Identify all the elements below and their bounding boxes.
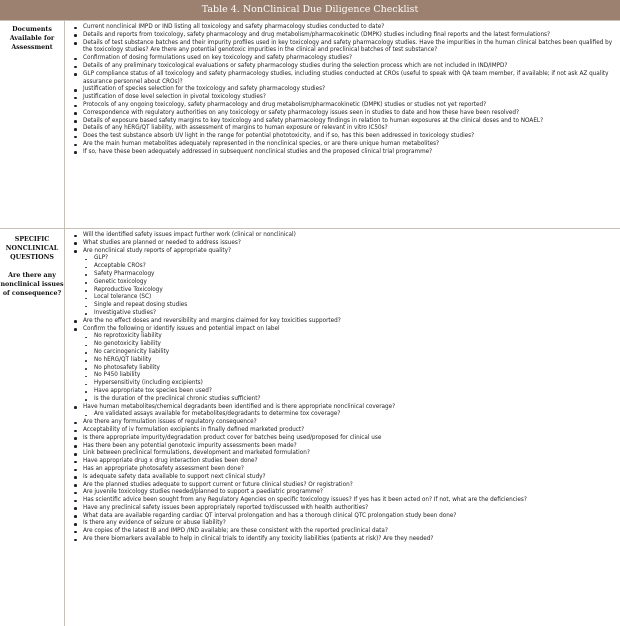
section-label-line: nonclinical issues — [0, 281, 64, 288]
documents-checklist — [70, 24, 615, 157]
checklist-item: Confirmation of dosing formulations used on key toxicology and safety pharmacology studies? — [70, 55, 615, 63]
checklist-item: What studies are planned or needed to address issues? — [70, 240, 615, 248]
checklist-item: Does the test substance absorb UV light in the range for potential phototoxicity, and if so, has this been addressed in toxicology studies? — [70, 133, 615, 141]
checklist-item: Details of test substance batches and their impurity profiles used in key toxicology and safety pharmacology studies. Have the impurities in the human clinical batches been qualified by the toxicology studies? Are there any potential genotoxic impurities in the clinical and preclinical batches of test substance? — [70, 40, 615, 56]
checklist-item: Are there any formulation issues of regulatory consequence? — [70, 419, 615, 427]
checklist-subitem: Local tolerance (SC) — [70, 294, 615, 302]
checklist-item: Are nonclinical study reports of appropriate quality? — [70, 248, 615, 256]
checklist-subitem: Safety Pharmacology — [70, 271, 615, 279]
checklist-item: Confirm the following or identify issues and potential impact on label — [70, 326, 615, 334]
checklist-subitem: No hERG/QT liability — [70, 357, 615, 365]
checklist-subitem: Are validated assays available for metabolites/degradants to determine tox coverage? — [70, 411, 615, 419]
checklist-item: Details of any hERG/QT liability, with assessment of margins to human exposure or relevant in vitro IC50s? — [70, 125, 615, 133]
specific-questions-section — [0, 228, 620, 620]
checklist-item: Have human metabolites/chemical degradants been identified and is there appropriate nonclinical coverage? — [70, 404, 615, 412]
checklist-item: If so, have these been adequately addressed in subsequent nonclinical studies and the proposed clinical trial programme? — [70, 149, 615, 157]
checklist-item: What data are available regarding cardiac QT interval prolongation and has a thorough clinical QTC prolongation study been done? — [70, 513, 615, 521]
checklist-subitem: Genetic toxicology — [70, 279, 615, 287]
section-label-line: QUESTIONS — [10, 254, 54, 261]
section-label-questions — [0, 229, 65, 626]
checklist-item: Justification of dose level selection in pivotal toxicology studies? — [70, 94, 615, 102]
checklist-item: Have appropriate drug x drug interaction studies been done? — [70, 458, 615, 466]
checklist-item: Are juvenile toxicology studies needed/planned to support a paediatric programme? — [70, 489, 615, 497]
section-label-documents — [0, 21, 65, 232]
checklist-subitem: No genotoxicity liability — [70, 341, 615, 349]
checklist-item: Correspondence with regulatory authorities on any toxicology or safety pharmacology issues seen in studies to date and how these have been resolved? — [70, 110, 615, 118]
checklist-item: Link between preclinical formulations, development and marketed formulation? — [70, 450, 615, 458]
table-title: Table 4. NonClinical Due Diligence Checklist — [0, 0, 620, 20]
checklist-subitem: Is the duration of the preclinical chronic studies sufficient? — [70, 396, 615, 404]
checklist-subitem: Acceptable CROs? — [70, 263, 615, 271]
checklist-subitem: GLP? — [70, 255, 615, 263]
checklist-item: Will the identified safety issues impact further work (clinical or nonclinical) — [70, 232, 615, 240]
section-label-line: Documents — [12, 26, 52, 33]
checklist-subitem: Have appropriate tox species been used? — [70, 388, 615, 396]
checklist-item: Justification of species selection for the toxicology and safety pharmacology studies? — [70, 86, 615, 94]
checklist-item: Is there appropriate impurity/degradation product cover for batches being used/proposed for clinical use — [70, 435, 615, 443]
checklist-item: Are the planned studies adequate to support current or future clinical studies? Or registration? — [70, 482, 615, 490]
checklist-item: Is there any evidence of seizure or abuse liability? — [70, 520, 615, 528]
checklist-subitem: Investigative studies? — [70, 310, 615, 318]
section-label-line: Are there any — [8, 272, 56, 279]
checklist-item: Are the main human metabolites adequately represented in the nonclinical species, or are there unique human metabolites? — [70, 141, 615, 149]
checklist-item: Current nonclinical IMPD or IND listing all toxicology and safety pharmacology studies conducted to date? — [70, 24, 615, 32]
section-label-line: Assessment — [11, 44, 53, 51]
checklist-subitem: No reprotoxicity liability — [70, 333, 615, 341]
checklist-item: Details of any preliminary toxicological evaluations or safety pharmacology studies during the selection process which are not included in IND/IMPD? — [70, 63, 615, 71]
checklist-item: GLP compliance status of all toxicology and safety pharmacology studies, including studies conducted at CROs (useful to speak with QA team member, if available; if not ask AZ quality assurance personnel about CROs)? — [70, 71, 615, 87]
checklist-item: Details of exposure based safety margins to key toxicology and safety pharmacology findings in relation to human exposures at the clinical doses and to NOAEL? — [70, 118, 615, 126]
checklist-item: Protocols of any ongoing toxicology, safety pharmacology and drug metabolism/pharmacokinetic (DMPK) studies or studies not yet reported? — [70, 102, 615, 110]
checklist-item: Acceptability of iv formulation excipients in finally defined marketed product? — [70, 427, 615, 435]
checklist-subitem: Hypersensitivity (including excipients) — [70, 380, 615, 388]
checklist-item: Is adequate safety data available to support next clinical study? — [70, 474, 615, 482]
section-label-line: of consequence? — [2, 290, 62, 297]
questions-checklist — [70, 232, 615, 544]
checklist-subitem: Reproductive Toxicology — [70, 287, 615, 295]
section-label-line: Available for — [9, 35, 55, 42]
checklist-item: Are the no effect doses and reversibility and margins claimed for key toxicities supported? — [70, 318, 615, 326]
checklist-item: Has there been any potential genotoxic impurity assessments been made? — [70, 443, 615, 451]
section-label-line — [0, 262, 64, 271]
checklist-item: Details and reports from toxicology, safety pharmacology and drug metabolism/pharmacokinetic (DMPK) studies including final reports and the latest formulations? — [70, 32, 615, 40]
section-label-line: SPECIFIC — [14, 236, 50, 243]
checklist-subitem: No carcinogenicity liability — [70, 349, 615, 357]
checklist-item: Has scientific advice been sought from any Regulatory Agencies on specific toxicology issues? If yes has it been acted on? If not, what are the deficiencies? — [70, 497, 615, 505]
checklist-subitem: No P450 liability — [70, 372, 615, 380]
checklist-item: Have any preclinical safety issues been appropriately reported to/discussed with health authorities? — [70, 505, 615, 513]
section-label-line: NONCLINICAL — [5, 245, 59, 252]
checklist-subitem: No photosafety liability — [70, 365, 615, 373]
checklist-item: Are copies of the latest IB and IMPD /IND available; are these consistent with the reported preclinical data? — [70, 528, 615, 536]
checklist-item: Are there biomarkers available to help in clinical trials to identify any toxicity liabilities (patients at risk)? Are they needed? — [70, 536, 615, 544]
checklist-item: Has an appropriate photosafety assessment been done? — [70, 466, 615, 474]
documents-available-section — [0, 20, 620, 228]
checklist-subitem: Single and repeat dosing studies — [70, 302, 615, 310]
